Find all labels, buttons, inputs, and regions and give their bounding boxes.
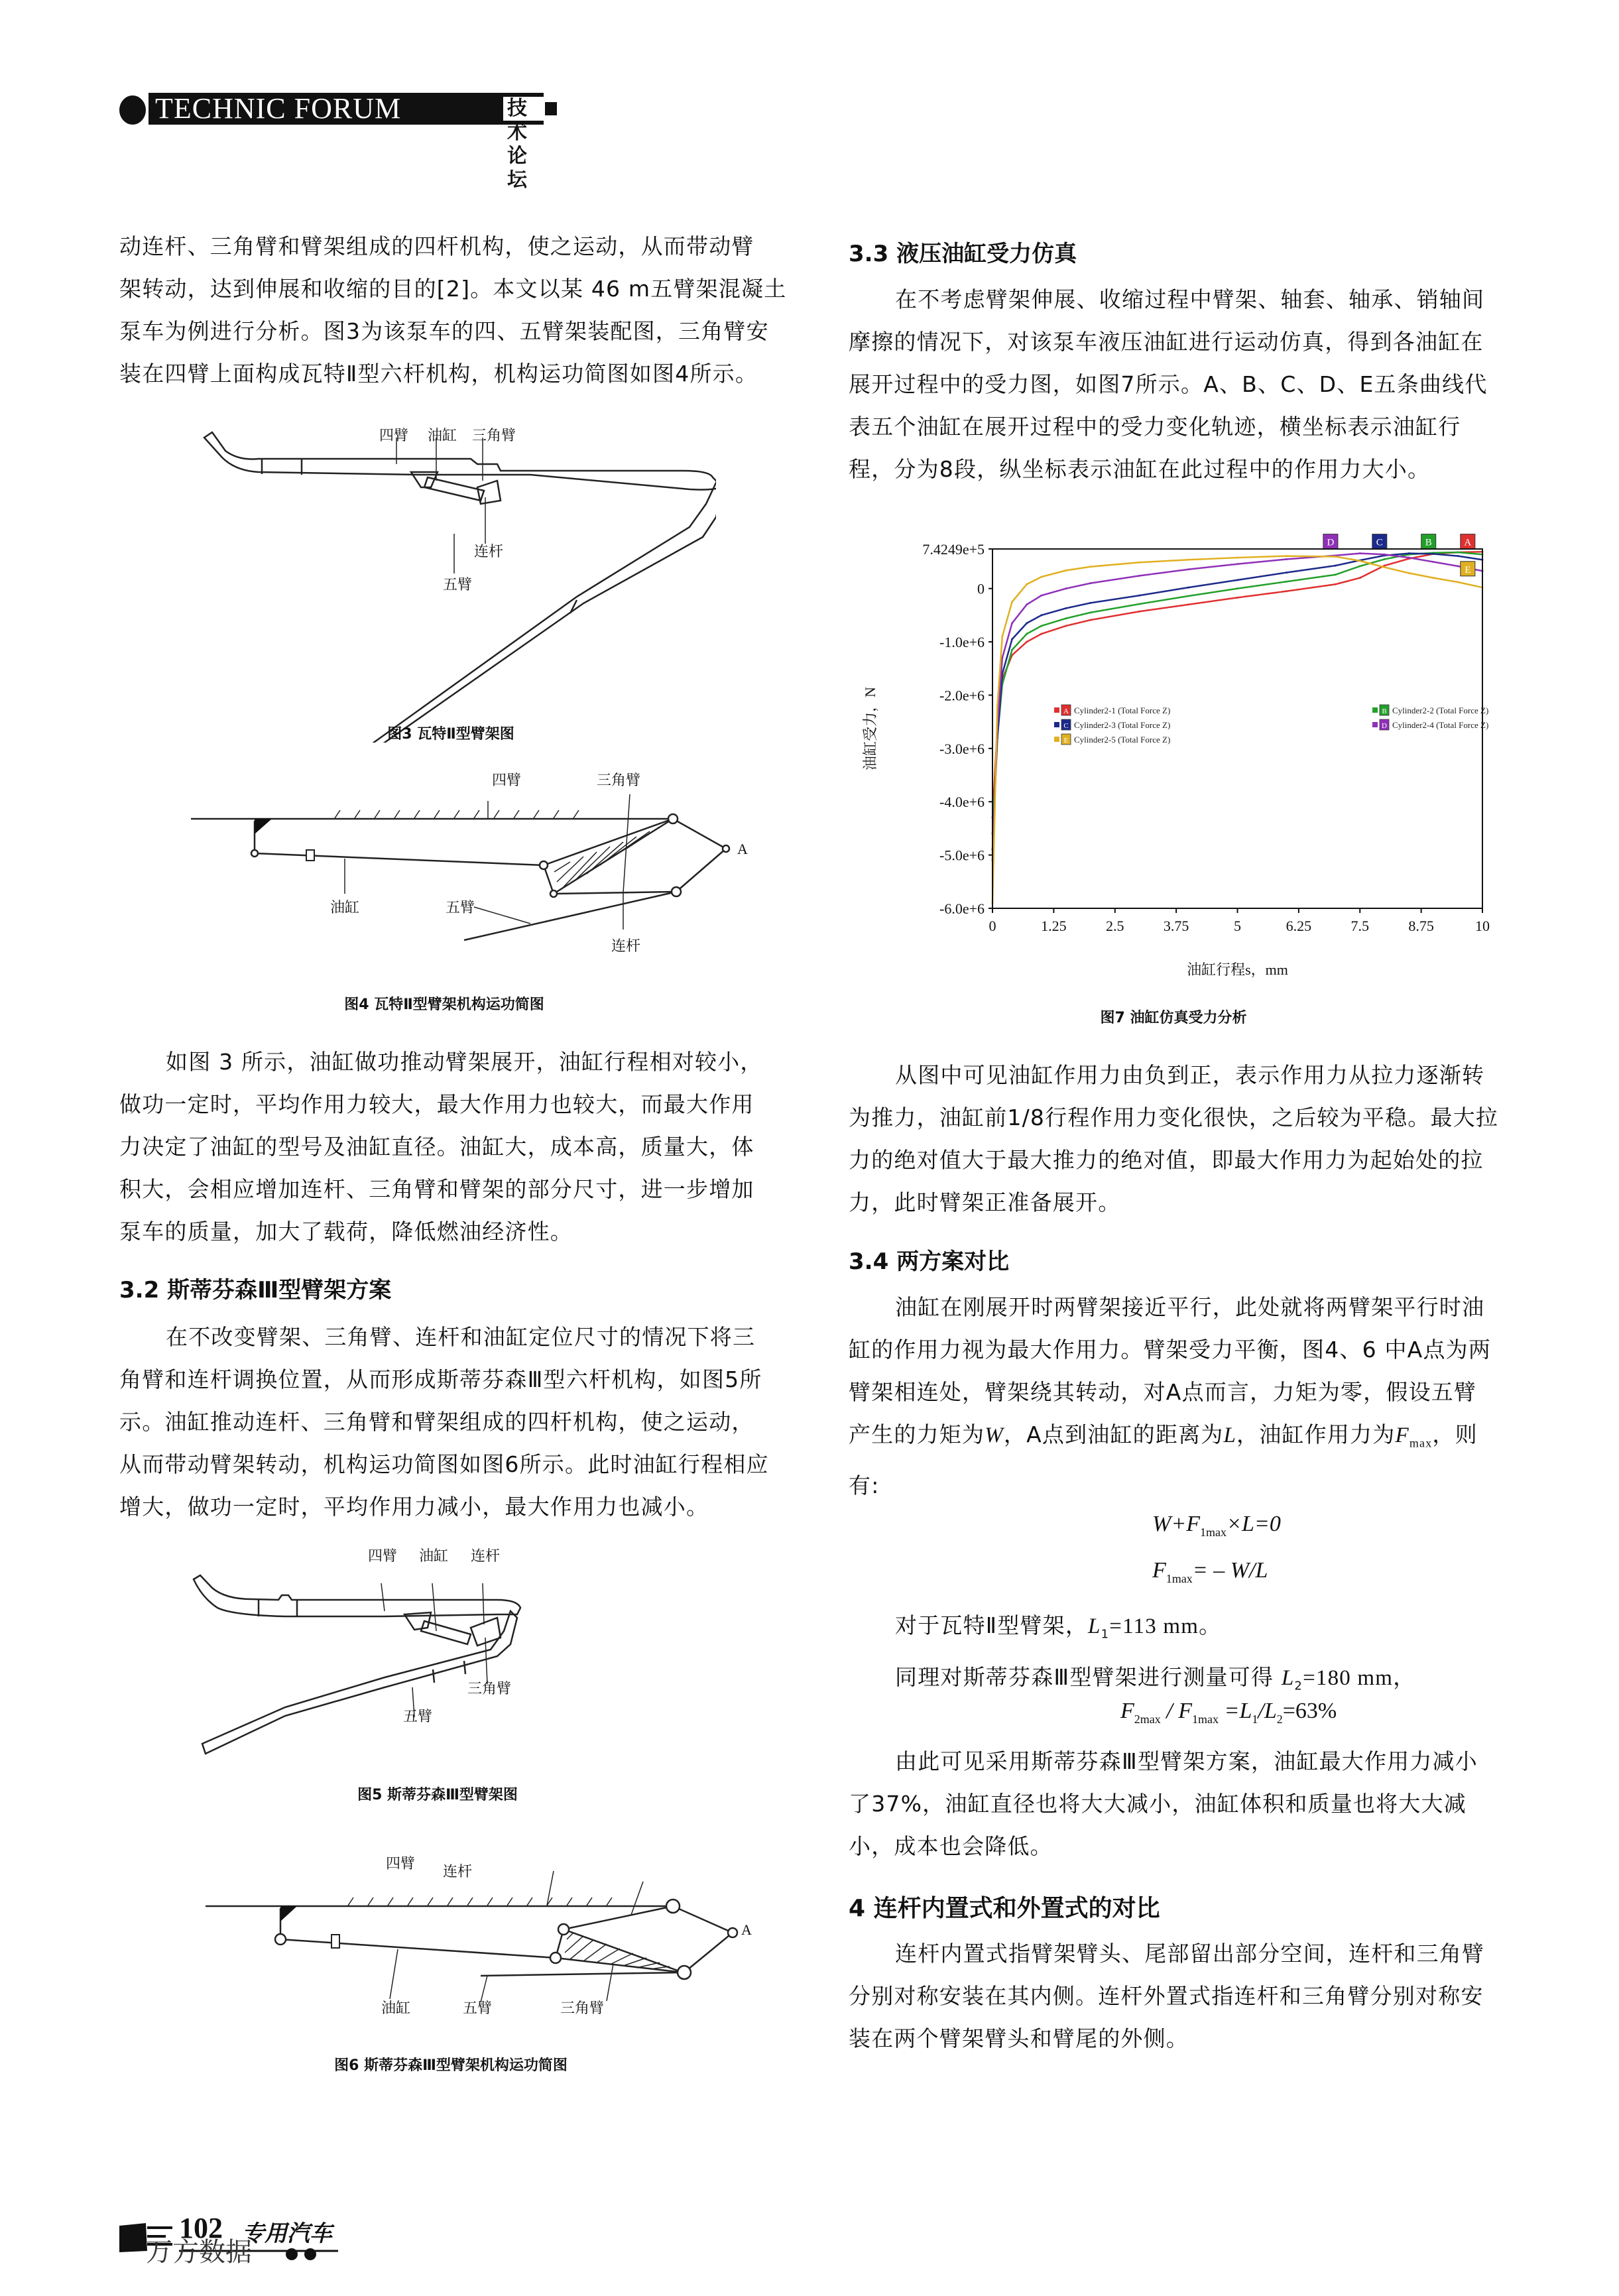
magazine-name: 专用汽车 [242,2220,332,2247]
data-point-E [1089,566,1091,568]
text-line: 增大，做功一定时，平均作用力减小，最大作用力也减小。 [119,1494,709,1520]
x-tick-label: 1.25 [1041,918,1067,934]
eq3-part: F [1120,1699,1134,1723]
paragraph-comparison [849,1286,1525,1507]
data-point-B [1457,552,1459,554]
legend-marker-letter: A [1063,707,1069,715]
page-number: 102 [179,2212,223,2244]
heading-3-3: 3.3 液压油缸受力仿真 [849,241,1077,267]
legend-entry-label: Cylinder2-2 (Total Force Z) [1392,705,1489,715]
x-tick-label: 3.75 [1163,918,1189,934]
fig4-label-cylinder: 油缸 [330,900,360,916]
data-point-E [1026,583,1028,585]
fig5-label-5th-arm: 五臂 [403,1709,433,1725]
legend-entry-label: Cylinder2-3 (Total Force Z) [1074,720,1171,730]
data-point-B [1065,617,1067,619]
data-point-A [1040,633,1042,635]
data-point-D [1359,552,1361,554]
text-line: 臂架相连处，臂架绕其转动，对A点而言，力矩为零，假设五臂 [849,1379,1477,1405]
data-point-C [1089,602,1091,604]
data-point-A [1236,597,1238,599]
y-tick-label: -3.0e+6 [939,740,985,757]
paragraph-chart-discussion [849,1054,1525,1224]
y-tick-label: -4.0e+6 [939,794,985,811]
text-segment: 对于瓦特Ⅱ型臂架， [895,1612,1089,1638]
text-line: 示。油缸推动连杆、三角臂和臂架组成的四杆机构，使之运动， [119,1409,754,1435]
text-line: 动连杆、三角臂和臂架组成的四杆机构，使之运动，从而带动臂 [119,233,754,259]
data-point-E [1359,560,1361,562]
data-point-C [1040,614,1042,616]
y-tick-label: -6.0e+6 [939,900,985,917]
y-tick-label: -1.0e+6 [939,634,985,651]
watermark: 万方数据 [146,2237,252,2267]
series-marker-label: D [1327,537,1335,548]
series-marker-label: E [1465,564,1471,575]
data-point-C [1236,579,1238,581]
eq2-part: F [1152,1558,1166,1583]
eq1-part: ×L=0 [1227,1512,1281,1536]
intro-paragraph [119,225,796,395]
fig3-label-4th-arm: 四臂 [379,428,409,444]
data-point-E [1286,555,1288,557]
page-footer [99,2211,378,2267]
data-point-E [1065,570,1067,572]
data-point-C [1457,555,1459,557]
data-point-D [1040,595,1042,597]
text-line: 小，成本也会降低。 [849,1833,1053,1859]
var-F: F [1395,1423,1409,1447]
data-point-E [1408,572,1410,574]
eq3-part: F [1178,1699,1193,1723]
data-point-D [1408,557,1410,559]
eq1-part: W+F [1152,1512,1201,1536]
data-point-B [1026,633,1028,635]
fig7-caption: 图7 油缸仿真受力分析 [1100,1010,1247,1026]
paragraph-fig3-discussion [119,1041,796,1253]
text-line: 有: [849,1472,880,1498]
data-point-C [1187,587,1189,589]
data-point-E [996,705,998,707]
eq2-sub: 1max [1166,1571,1193,1585]
heading-3-2: 3.2 斯蒂芬森Ⅲ型臂架方案 [119,1277,392,1303]
data-point-D [1065,587,1067,589]
data-point-C [1138,595,1140,597]
banner-title-en: TECHNIC FORUM [155,92,402,125]
eq3-part: /L [1258,1699,1277,1723]
text-line: 摩擦的情况下，对该泵车液压油缸进行运动仿真，得到各油缸在 [849,329,1484,355]
legend-entry-label: Cylinder2-1 (Total Force Z) [1074,705,1171,715]
data-point-B [1089,611,1091,613]
data-point-B [1040,625,1042,627]
text-line: 力决定了油缸的型号及油缸直径。油缸大，成本高，质量大，体 [119,1134,754,1160]
legend-marker-letter: C [1063,722,1069,730]
var-L: L [1223,1423,1237,1447]
series-marker-label: C [1376,537,1383,548]
data-point-A [1026,641,1028,643]
text-line: 程，分为8段，纵坐标表示油缸在此过程中的作用力大小。 [849,456,1431,482]
fig5-label-cylinder: 油缸 [419,1548,449,1565]
fig6-label-4th-arm: 四臂 [386,1856,416,1872]
fig5-caption: 图5 斯蒂芬森Ⅲ型臂架图 [357,1787,518,1803]
legend-swatch [1372,722,1378,727]
eq3-sub: 1max [1192,1712,1219,1726]
text-line: 泵车的质量，加大了载荷，降低燃油经济性。 [119,1219,573,1244]
legend-marker-letter: D [1382,722,1387,730]
data-point-D [1384,554,1386,556]
legend-entry-label: Cylinder2-4 (Total Force Z) [1392,720,1489,730]
data-point-B [1011,649,1013,651]
legend-swatch [1054,707,1059,713]
data-point-B [1236,587,1238,589]
fig6-caption: 图6 斯蒂芬森Ⅲ型臂架机构运功简图 [334,2057,568,2074]
data-point-E [1040,576,1042,578]
legend-swatch [1372,707,1378,713]
text-segment: ，油缸作用力为 [1236,1421,1396,1447]
data-point-E [1011,601,1013,603]
data-point-D [1089,582,1091,584]
data-point-A [1138,611,1140,613]
x-tick-label: 10 [1475,918,1490,934]
fig5-label-link: 连杆 [471,1548,501,1565]
text-line: 如图 3 所示，油缸做功推动臂架展开，油缸行程相对较小， [166,1049,763,1075]
text-line: 力的绝对值大于最大推力的绝对值，即最大作用力为起始处的拉 [849,1147,1484,1173]
text-line: 从而带动臂架转动，机构运功简图如图6所示。此时油缸行程相应 [119,1451,769,1477]
heading-3-4: 3.4 两方案对比 [849,1248,1010,1275]
y-tick-label: -5.0e+6 [939,847,985,864]
text-line: 缸的作用力视为最大作用力。臂架受力平衡，图4、6 中A点为两 [849,1337,1492,1362]
data-point-D [1187,568,1189,570]
text-line: 表五个油缸在展开过程中的受力变化轨迹，横坐标表示油缸行 [849,414,1461,440]
data-point-E [1236,557,1238,559]
legend-entry-label: Cylinder2-5 (Total Force Z) [1074,735,1171,745]
x-tick-label: 0 [989,918,996,934]
data-point-A [1335,583,1337,585]
figure-4-diagram [186,762,769,988]
text-segment: ，A点到油缸的距离为 [1003,1421,1224,1447]
fig3-label-cylinder: 油缸 [428,428,457,444]
eq1-sub: 1max [1200,1525,1227,1539]
paragraph-stephenson [119,1316,796,1528]
figure-7-chart [855,517,1505,1008]
series-marker-label: A [1464,537,1472,548]
data-point-B [1187,595,1189,597]
fig6-label-cylinder: 油缸 [381,2000,411,2017]
data-point-D [1433,561,1435,563]
data-point-B [1138,603,1140,605]
var-W: W [985,1423,1004,1447]
text-line: 做功一定时，平均作用力较大，最大作用力也较大，而最大作用 [119,1091,754,1117]
data-point-E [1138,562,1140,564]
text-line: 连杆内置式指臂架臂头、尾部留出部分空间，连杆和三角臂 [895,1941,1485,1966]
fig6-label-5th-arm: 五臂 [463,2000,493,2017]
eq3-part: =63% [1282,1699,1337,1723]
text-line: 装在两个臂架臂头和臂尾的外侧。 [849,2025,1189,2051]
banner-end-square [545,102,557,115]
x-tick-label: 7.5 [1350,918,1369,934]
x-tick-label: 2.5 [1106,918,1124,934]
data-point-E [1433,577,1435,579]
text-line: 了37%，油缸直径也将大大减小，油缸体积和质量也将大大减 [849,1791,1467,1817]
y-axis-label: 油缸受力，N [862,687,878,770]
data-point-E [1457,581,1459,583]
banner-logo-icon [119,95,146,125]
eq2-part: = – W/L [1192,1558,1268,1583]
legend-marker-letter: B [1382,707,1387,715]
legend-swatch [1054,722,1059,727]
legend-marker-letter: E [1063,737,1069,745]
data-point-D [1138,575,1140,577]
data-point-C [1011,638,1013,640]
var-F-sub: max [1409,1436,1433,1450]
paragraph-simulation [849,278,1525,491]
text-line: 分别对称安装在其内侧。连杆外置式指连杆和三角臂分别对称安 [849,1983,1484,2009]
fig4-label-link: 连杆 [611,938,641,955]
text-line: 油缸在刚展开时两臂架接近平行，此处就将两臂架平行时油 [895,1294,1485,1320]
y-tick-label: 7.4249e+5 [922,541,985,558]
equation-3 [1120,1699,1337,1726]
text-line: 装在四臂上面构成瓦特Ⅱ型六杆机构，机构运功简图如图4所示。 [119,361,758,387]
data-point-D [1457,565,1459,567]
data-point-B [1286,581,1288,583]
data-point-E [1187,559,1189,561]
data-point-A [1187,603,1189,605]
fig3-label-triangle-arm: 三角臂 [472,428,516,444]
data-point-B [1335,574,1337,575]
equation-1 [1152,1512,1281,1540]
x-tick-label: 5 [1234,918,1241,934]
var-L1: L [1088,1614,1101,1638]
text-line: 为推力，油缸前1/8行程作用力变化很快，之后较为平稳。最大拉 [849,1105,1499,1130]
data-point-B [1384,558,1386,560]
data-point-A [1065,625,1067,627]
fig3-label-link: 连杆 [474,544,504,560]
data-point-A [1359,577,1361,579]
fig6-label-triangle-arm: 三角臂 [560,2000,605,2017]
banner-title-cn: 技术论坛 [503,97,544,121]
fig3-label-5th-arm: 五臂 [443,577,473,593]
data-point-D [1286,558,1288,560]
eq3-part: =L [1219,1699,1252,1723]
fig6-label-point-a: A [741,1921,752,1938]
data-point-E [1335,556,1337,558]
text-line: 积大，会相应增加连杆、三角臂和臂架的部分尺寸，进一步增加 [119,1176,754,1202]
text-segment: ，则 [1432,1421,1478,1447]
text-line [849,1414,1525,1465]
x-tick-label: 8.75 [1408,918,1434,934]
text-line [895,1604,1531,1656]
data-point-C [1408,552,1410,554]
fig4-caption: 图4 瓦特Ⅱ型臂架机构运功简图 [344,997,544,1013]
eq3-sub: 2 [1276,1712,1283,1726]
fig5-label-4th-arm: 四臂 [368,1548,398,1565]
heading-4: 4 连杆内置式和外置式的对比 [849,1895,1160,1922]
section-banner [119,92,597,191]
figure-5-drawing [186,1551,756,1777]
banner-title [149,92,544,191]
x-axis-label: 油缸行程s，mm [1187,961,1288,978]
data-point-B [1359,565,1361,567]
eq3-sub: 1 [1252,1712,1258,1726]
data-point-E [1001,636,1003,638]
paragraph-measurements [895,1604,1531,1707]
data-point-C [1065,607,1067,609]
fig4-label-triangle-arm: 三角臂 [597,772,641,789]
x-tick-label: 6.25 [1286,918,1312,934]
series-line-B [992,552,1482,833]
fig4-label-5th-arm: 五臂 [446,900,475,916]
y-tick-label: -2.0e+6 [939,687,985,704]
fig4-label-4th-arm: 四臂 [492,772,522,789]
paragraph-conclusion [849,1740,1525,1868]
data-point-C [1286,572,1288,574]
legend-swatch [1054,737,1059,742]
data-point-A [1286,590,1288,592]
text-segment: 产生的力矩为 [849,1421,985,1447]
series-line-A [992,552,1482,817]
data-point-D [1011,622,1013,624]
text-line: 在不考虑臂架伸展、收缩过程中臂架、轴套、轴承、销轴间 [895,286,1485,312]
text-line: 泵车为例进行分析。图3为该泵车的四、五臂架装配图，三角臂安 [119,318,769,344]
eq3-part: / [1160,1699,1179,1723]
paragraph-link-placement [849,1933,1525,2060]
text-line: 力，此时臂架正准备展开。 [849,1189,1121,1215]
text-line: 从图中可见油缸作用力由负到正，表示作用力从拉力逐渐转 [895,1062,1485,1088]
y-tick-label: 0 [977,580,985,597]
data-point-E [1384,566,1386,568]
fig5-label-triangle-arm: 三角臂 [467,1681,512,1697]
text-line: 展开过程中的受力图，如图7所示。A、B、C、D、E五条曲线代 [849,371,1488,397]
fig6-label-link: 连杆 [443,1864,473,1880]
data-point-D [1236,563,1238,565]
text-segment: =113 mm。 [1109,1614,1222,1638]
series-marker-label: B [1425,537,1432,548]
text-line: 在不改变臂架、三角臂、连杆和油缸定位尺寸的情况下将三 [166,1324,756,1350]
eq3-sub: 2max [1134,1712,1161,1726]
text-line: 角臂和连杆调换位置，从而形成斯蒂芬森Ⅲ型六杆机构，如图5所 [119,1366,762,1392]
data-point-C [1026,622,1028,624]
data-point-A [1089,619,1091,621]
text-line: 由此可见采用斯蒂芬森Ⅲ型臂架方案，油缸最大作用力减小 [895,1748,1478,1774]
var-L2-sub: 2 [1294,1679,1303,1693]
fig4-label-point-a: A [737,841,748,857]
equation-2 [1152,1558,1268,1586]
text-segment: =180 mm， [1303,1665,1416,1690]
fig3-caption: 图3 瓦特Ⅱ型臂架图 [387,726,514,743]
text-line: 架转动，达到伸展和收缩的目的[2]。本文以某 46 m五臂架混凝土 [119,276,787,302]
text-segment: 同理对斯蒂芬森Ⅲ型臂架进行测量可得 [895,1663,1282,1690]
var-L2: L [1281,1665,1295,1690]
data-point-C [1433,553,1435,555]
data-point-D [1026,603,1028,605]
var-L1-sub: 1 [1101,1627,1110,1642]
data-point-C [1335,565,1337,567]
